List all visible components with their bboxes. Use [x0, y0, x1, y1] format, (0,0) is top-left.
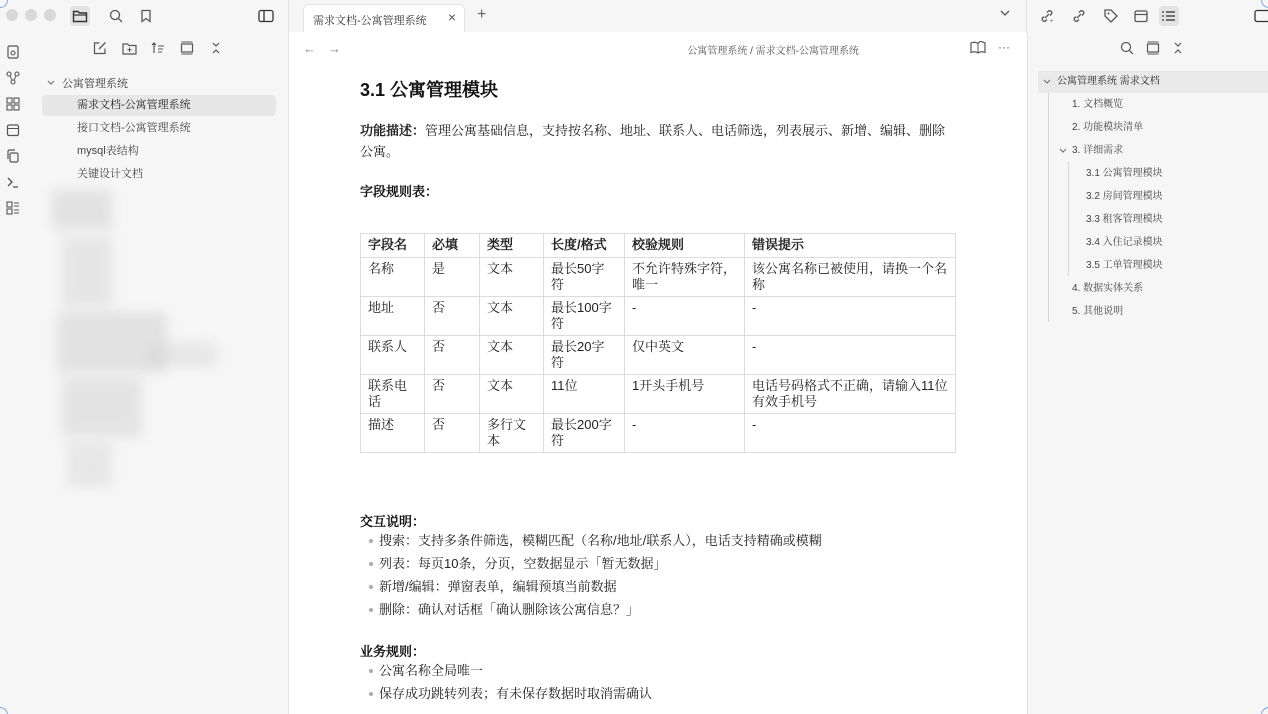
folder-icon[interactable] — [70, 6, 90, 26]
table-cell: 联系人 — [361, 336, 425, 375]
table-cell: 地址 — [361, 297, 425, 336]
tree-folder-label: 公寓管理系统 — [62, 78, 128, 90]
table-cell: 1开头手机号 — [625, 375, 745, 414]
table-header-cell: 类型 — [480, 234, 544, 258]
blurred-region — [147, 342, 217, 367]
outline-item[interactable]: 3.1 公寓管理模块 — [1086, 168, 1163, 179]
outline-root[interactable] — [1038, 71, 1268, 93]
chevron-down-icon — [1058, 147, 1068, 155]
sort-icon[interactable] — [150, 40, 166, 56]
ribbon — [0, 32, 33, 714]
list-item: 公寓名称全局唯一 — [360, 659, 652, 682]
tree-item-mysql-schema[interactable]: mysql表结构 — [77, 145, 139, 157]
interaction-label: 交互说明： — [360, 514, 426, 529]
outline-root-label: 公寓管理系统 需求文档 — [1057, 76, 1160, 87]
tree-item-api-doc[interactable]: 接口文档-公寓管理系统 — [77, 122, 191, 134]
table-cell: 电话号码格式不正确，请输入11位有效手机号 — [745, 375, 956, 414]
window-close-dot[interactable] — [6, 9, 18, 21]
blurred-region — [62, 377, 142, 437]
tree-item-requirements-doc[interactable]: 需求文档-公寓管理系统 — [42, 95, 276, 116]
chevron-down-icon[interactable] — [999, 8, 1011, 18]
tab-label: 需求文档-公寓管理系统 — [313, 15, 427, 27]
table-cell: - — [625, 414, 745, 453]
outline-item-label: 3. 详细需求 — [1072, 145, 1124, 156]
table-header-cell: 必填 — [425, 234, 480, 258]
list-item: 搜索：支持多条件筛选，模糊匹配（名称/地址/联系人），电话支持精确或模糊 — [360, 529, 822, 552]
table-header-row — [361, 234, 956, 258]
list-item: 保存成功跳转列表；有未保存数据时取消需确认 — [360, 682, 652, 705]
back-arrow-icon[interactable]: ← — [303, 41, 316, 56]
blurred-region — [62, 237, 112, 307]
table-cell: 该公寓名称已被使用，请换一个名称 — [745, 258, 956, 297]
table-cell: 最长20字符 — [544, 336, 625, 375]
table-cell: - — [745, 297, 956, 336]
breadcrumb[interactable]: 公寓管理系统 / 需求文档-公寓管理系统 — [687, 46, 859, 57]
terminal-icon[interactable] — [5, 174, 21, 190]
graph-icon[interactable] — [5, 70, 21, 86]
calendar-icon[interactable] — [5, 122, 21, 138]
tab-bar — [288, 0, 1027, 33]
table-cell: 11位 — [544, 375, 625, 414]
outline-guide-line — [1048, 93, 1049, 322]
window-minimize-dot[interactable] — [25, 9, 37, 21]
table-cell: 联系电话 — [361, 375, 425, 414]
list-item: 列表：每页10条，分页，空数据显示「暂无数据」 — [360, 552, 822, 575]
table-row — [361, 258, 956, 297]
tree-folder-apartment-system[interactable] — [46, 75, 128, 91]
window-zoom-dot[interactable] — [44, 9, 56, 21]
table-cell: 多行文本 — [480, 414, 544, 453]
outline-item[interactable]: 2. 功能模块清单 — [1072, 122, 1144, 133]
file-explorer — [32, 32, 289, 714]
section-heading: 3.1 公寓管理模块 — [360, 80, 499, 100]
table-cell: 文本 — [480, 336, 544, 375]
collapse-all-icon[interactable] — [179, 40, 195, 56]
table-header-cell: 长度/格式 — [544, 234, 625, 258]
table-row — [361, 336, 956, 375]
outgoing-link-icon[interactable] — [1069, 6, 1089, 26]
titlebar-right — [1026, 0, 1268, 33]
blurred-region — [67, 442, 112, 487]
tab-close-icon[interactable]: × — [447, 9, 456, 25]
table-cell: 否 — [425, 414, 480, 453]
chevrons-collapse-icon[interactable] — [1172, 41, 1184, 55]
outline-item[interactable]: 3.4 入住记录模块 — [1086, 237, 1163, 248]
description-text: 管理公寓基础信息，支持按名称、地址、联系人、电话筛选，列表展示、新增、编辑、删除公寓。 — [360, 123, 946, 159]
table-cell: 最长200字符 — [544, 414, 625, 453]
outline-item[interactable]: 4. 数据实体关系 — [1072, 283, 1144, 294]
explorer-toolbar — [92, 40, 224, 56]
table-cell: 最长100字符 — [544, 297, 625, 336]
table-cell: 描述 — [361, 414, 425, 453]
table-cell: 否 — [425, 375, 480, 414]
outline-item[interactable] — [1058, 144, 1123, 158]
new-tab-button[interactable]: + — [477, 6, 487, 23]
outline-toolbar — [1120, 41, 1184, 55]
search-icon[interactable] — [1120, 41, 1134, 55]
outline-pane — [1027, 32, 1268, 714]
canvas-icon[interactable] — [5, 96, 21, 112]
titlebar-left — [0, 0, 288, 33]
table-cell: - — [745, 414, 956, 453]
collapse-all-icon[interactable] — [1146, 41, 1160, 55]
sidebar-right-toggle-icon[interactable] — [1251, 6, 1268, 26]
table-row — [361, 414, 956, 453]
business-rules-label: 业务规则： — [360, 644, 426, 659]
list-item: 删除：确认对话框「确认删除该公寓信息？」 — [360, 598, 822, 621]
table-cell: 文本 — [480, 297, 544, 336]
table-row — [361, 375, 956, 414]
sidebar-toggle-icon[interactable] — [256, 6, 276, 26]
bookmark-icon[interactable] — [136, 6, 156, 26]
table-cell: 名称 — [361, 258, 425, 297]
function-description — [360, 120, 956, 162]
copy-icon[interactable] — [5, 148, 21, 164]
tag-icon[interactable] — [1101, 6, 1121, 26]
description-label: 功能描述： — [360, 123, 426, 138]
more-options-icon[interactable]: ··· — [998, 40, 1010, 54]
table-cell: 文本 — [480, 258, 544, 297]
outline-item[interactable]: 3.2 房间管理模块 — [1086, 191, 1163, 202]
new-note-icon[interactable] — [92, 40, 108, 56]
field-rules-label: 字段规则表： — [360, 184, 439, 199]
forward-arrow-icon[interactable]: → — [328, 41, 341, 56]
table-cell: 否 — [425, 336, 480, 375]
templates-icon[interactable] — [5, 200, 21, 216]
new-folder-icon[interactable] — [121, 40, 137, 56]
list-item: 新增/编辑：弹窗表单，编辑预填当前数据 — [360, 575, 822, 598]
table-cell: 仅中英文 — [625, 336, 745, 375]
chevron-down-icon — [46, 79, 56, 87]
calendar-icon[interactable] — [1131, 6, 1151, 26]
outline-item[interactable]: 5. 其他说明 — [1072, 306, 1124, 317]
table-row — [361, 297, 956, 336]
outline-item[interactable]: 3.5 工单管理模块 — [1086, 260, 1163, 271]
reading-mode-icon[interactable] — [970, 41, 986, 54]
link-icon[interactable] — [1037, 6, 1057, 26]
svg-text:+: + — [1050, 19, 1054, 24]
chevron-down-icon — [1042, 78, 1052, 86]
daily-note-icon[interactable] — [5, 44, 21, 60]
blurred-region — [52, 190, 112, 230]
outline-list-icon[interactable] — [1159, 6, 1179, 26]
outline-guide-line — [1068, 162, 1069, 276]
interaction-list — [360, 529, 822, 621]
search-icon[interactable] — [106, 6, 126, 26]
table-cell: 是 — [425, 258, 480, 297]
outline-item[interactable]: 3.3 租客管理模块 — [1086, 214, 1163, 225]
table-header-cell: 字段名 — [361, 234, 425, 258]
table-cell: 最长50字符 — [544, 258, 625, 297]
editor-pane — [289, 32, 1026, 714]
table-cell: 文本 — [480, 375, 544, 414]
business-rules-list — [360, 659, 652, 705]
outline-item[interactable]: 1. 文档概览 — [1072, 99, 1124, 110]
table-header-cell: 错误提示 — [745, 234, 956, 258]
tab-requirements-doc[interactable] — [303, 4, 465, 32]
field-rules-table — [360, 233, 956, 453]
editor-actions — [970, 40, 1010, 54]
table-cell: 不允许特殊字符，唯一 — [625, 258, 745, 297]
tree-item-key-design-doc[interactable]: 关键设计文档 — [77, 168, 143, 180]
table-cell: - — [625, 297, 745, 336]
table-cell: - — [745, 336, 956, 375]
table-header-cell: 校验规则 — [625, 234, 745, 258]
chevrons-collapse-icon[interactable] — [208, 40, 224, 56]
table-cell: 否 — [425, 297, 480, 336]
